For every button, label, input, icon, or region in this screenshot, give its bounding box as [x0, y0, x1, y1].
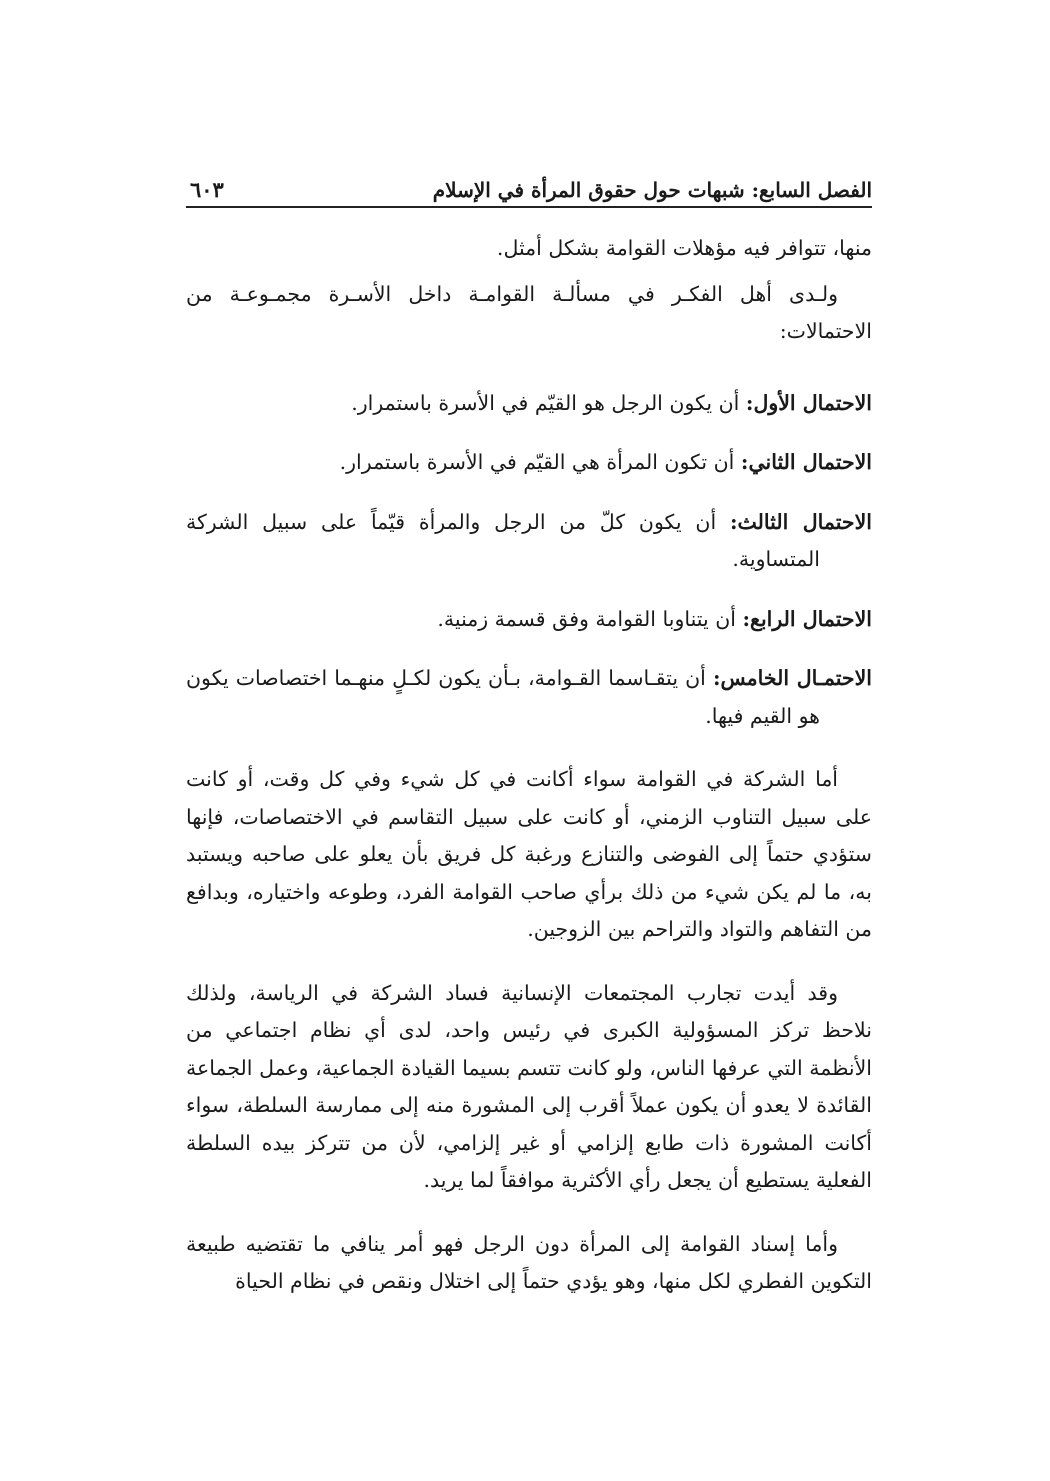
option-label: الاحتمال الأول: — [745, 390, 872, 415]
page-number: ٦٠٣ — [190, 177, 224, 202]
body-text — [186, 230, 872, 1301]
page-header — [186, 160, 872, 208]
option-text: أن يتقـاسما القـوامة، بـأن يكون لكـلٍ منهـما اختصاصات يكون هو القيم فيها. — [186, 666, 820, 728]
body-paragraph: أما الشركة في القوامة سواء أكانت في كل شيء وفي كل وقت، أو كانت على سبيل التناوب الزمني، أو كانت على سبيل التقاسم في الاختصاصات، فإنها ستؤدي حتماً إلى الفوضى والتنازع ورغبة كل فريق بأن يعلو على صاحبه ويستبد به، ما لم يكن شيء من ذلك برأي صاحب القوامة الفرد، وطوعه واختياره، وبدافع من التفاهم والتواد والتراحم بين الزوجين. — [186, 767, 872, 941]
continuation-line: منها، تتوافر فيه مؤهلات القوامة بشكل أمثل. — [496, 236, 872, 260]
option-item — [186, 444, 872, 482]
intro-paragraph: ولـدى أهل الفكـر في مسألـة القوامـة داخل الأسـرة مجمـوعـة من الاحتمالات: — [186, 281, 872, 343]
body-paragraph: وأما إسناد القوامة إلى المرأة دون الرجل فهو أمر ينافي ما تقتضيه طبيعة التكوين الفطري لكل منها، وهو يؤدي حتماً إلى اختلال ونقص في نظام الحياة — [186, 1231, 872, 1293]
option-item — [186, 660, 872, 735]
option-item — [186, 601, 872, 639]
option-text: أن يكون كلّ من الرجل والمرأة قيّماً على سبيل الشركة المتساوية. — [186, 509, 820, 571]
document-page — [186, 160, 872, 1301]
option-label: الاحتمال الرابع: — [742, 606, 872, 631]
option-text: أن يكون الرجل هو القيّم في الأسرة باستمرار. — [351, 390, 740, 415]
option-item — [186, 385, 872, 423]
body-paragraph: وقد أيدت تجارب المجتمعات الإنسانية فساد الشركة في الرياسة، ولذلك نلاحظ تركز المسؤولية الكبرى في رئيس واحد، لدى أي نظام اجتماعي من الأنظمة التي عرفها الناس، ولو كانت تتسم بسيما القيادة الجماعية، وعمل الجماعة القائدة لا يعدو أن يكون عملاً أقرب إلى المشورة منه إلى ممارسة السلطة، سواء أكانت المشورة ذات طابع إلزامي أو غير إلزامي، لأن من تتركز بيده السلطة الفعلية يستطيع أن يجعل رأي الأكثرية موافقاً لما يريد. — [186, 980, 872, 1192]
option-label: الاحتمـال الخامس: — [712, 666, 872, 690]
option-label: الاحتمال الثالث: — [729, 509, 872, 534]
options-list — [186, 385, 872, 736]
option-label: الاحتمال الثاني: — [740, 450, 872, 474]
running-title: الفصل السابع: شبهات حول حقوق المرأة في الإسلام — [432, 178, 872, 202]
option-item — [186, 504, 872, 579]
option-text: أن تكون المرأة هي القيّم في الأسرة باستمرار. — [339, 450, 735, 474]
option-text: أن يتناوبا القوامة وفق قسمة زمنية. — [437, 606, 736, 631]
